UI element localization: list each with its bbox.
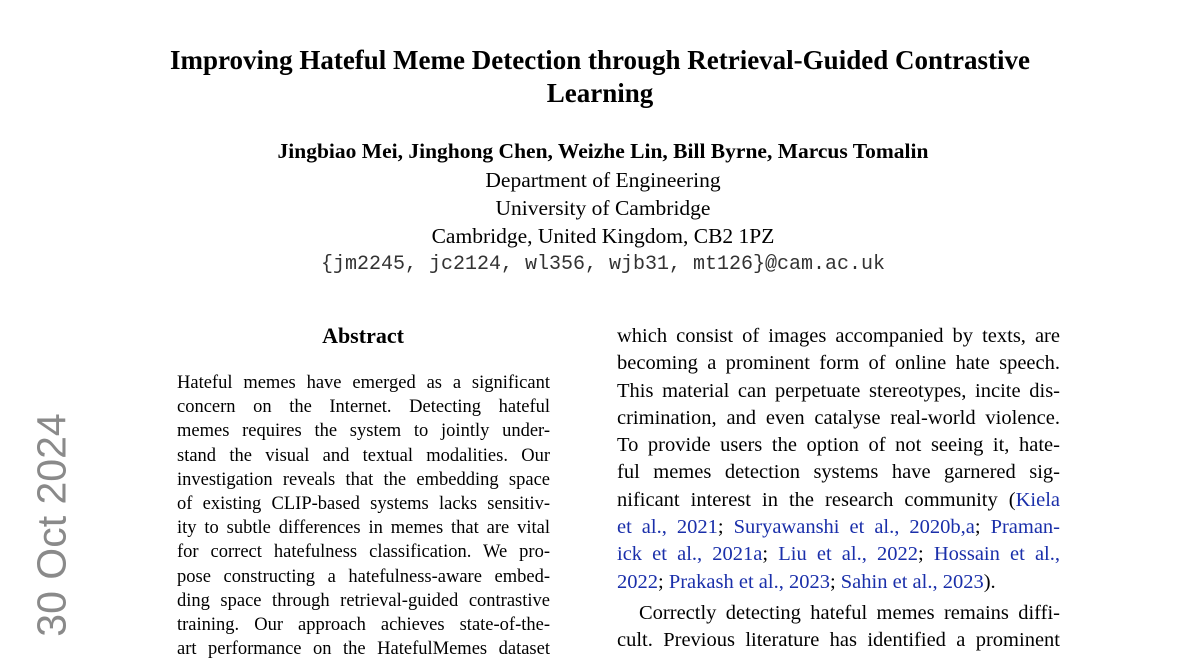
paper-title (120, 44, 1080, 110)
body-line: To provide users the option of not seeing it, hate- (617, 434, 1060, 457)
affiliation-university: University of Cambridge (495, 196, 711, 220)
author-emails: {jm2245, jc2124, wl356, wjb31, mt126}@cam.ac.uk (320, 253, 886, 276)
affiliation (0, 166, 1200, 250)
citation-separator: ; (717, 516, 734, 539)
citation-close: ). (983, 570, 996, 593)
citation-link-prakash[interactable]: Prakash et al., 2023 (668, 570, 830, 593)
citation-link-sahin[interactable]: Sahin et al., 2023 (840, 570, 984, 593)
abstract-line: concern on the Internet. Detecting hateful (177, 397, 550, 418)
body-line: becoming a prominent form of online hate speech. (617, 352, 1060, 375)
affiliation-department: Department of Engineering (485, 168, 721, 192)
citation-link-kiela[interactable]: et al., 2021 (617, 516, 718, 539)
abstract-line: stand the visual and textual modalities. Our (177, 445, 550, 466)
body-line: cult. Previous literature has identified a prominent (617, 629, 1060, 652)
abstract-line: Hateful memes have emerged as a significant (177, 373, 550, 393)
abstract-heading: Abstract (322, 323, 404, 348)
body-line: crimination, and even catalyse real-world violence. (617, 406, 1060, 429)
paper-title-line-1: Improving Hateful Meme Detection through Retrieval-Guided Contrastive (170, 45, 1030, 75)
abstract-line: training. Our approach achieves state-of-the- (177, 615, 550, 636)
citation-separator: ; (917, 543, 934, 566)
body-line: Correctly detecting hateful memes remains diffi- (639, 602, 1060, 624)
abstract-body (177, 371, 550, 661)
abstract-line: investigation reveals that the embedding space (177, 469, 550, 490)
introduction-paragraph (617, 323, 1060, 596)
body-line-with-citation (617, 541, 1060, 568)
body-line: ful memes detection systems have garnered sig- (617, 461, 1060, 484)
citation-link-hossain[interactable]: 2022 (617, 570, 658, 593)
citation-link-suryawanshi[interactable]: Suryawanshi et al., 2020b,a (733, 516, 975, 539)
abstract-line: ity to subtle differences in memes that are vital (177, 518, 550, 539)
author-list: Jingbiao Mei, Jinghong Chen, Weizhe Lin, Bill Byrne, Marcus Tomalin (277, 139, 929, 163)
citation-link-kiela[interactable]: Kiela (1015, 488, 1060, 511)
citation-link-hossain[interactable]: Hossain et al., (933, 543, 1060, 566)
abstract-line: memes requires the system to jointly under- (177, 421, 550, 442)
arxiv-date-text: 30 Oct 2024 (28, 413, 75, 637)
abstract-line: for correct hatefulness classification. We pro- (177, 542, 550, 563)
abstract-line: art performance on the HatefulMemes dataset (177, 639, 550, 660)
citation-separator: ; (974, 516, 991, 539)
body-line: This material can perpetuate stereotypes, incite dis- (617, 379, 1060, 402)
abstract-line: of existing CLIP-based systems lacks sensitiv- (177, 494, 550, 515)
arxiv-date-stamp (28, 413, 76, 637)
body-text: nificant interest in the research community ( (617, 488, 1016, 511)
citation-link-liu[interactable]: Liu et al., 2022 (778, 543, 918, 566)
citation-link-pramanick[interactable]: ick et al., 2021a (617, 543, 763, 566)
body-line: which consist of images accompanied by texts, are (617, 325, 1060, 347)
body-line-with-citation (617, 569, 1060, 596)
abstract-line: pose constructing a hatefulness-aware embed- (177, 566, 550, 587)
citation-link-pramanick[interactable]: Praman- (990, 516, 1061, 539)
citation-separator: ; (829, 570, 841, 593)
paper-title-line-2: Learning (546, 78, 654, 108)
citation-separator: ; (762, 543, 779, 566)
affiliation-location: Cambridge, United Kingdom, CB2 1PZ (431, 224, 775, 248)
citation-separator: ; (658, 570, 669, 593)
body-line-with-citation (617, 487, 1060, 514)
abstract-line: ding space through retrieval-guided contrastive (177, 590, 550, 611)
body-line-with-citation (617, 514, 1060, 541)
second-paragraph (617, 600, 1060, 655)
